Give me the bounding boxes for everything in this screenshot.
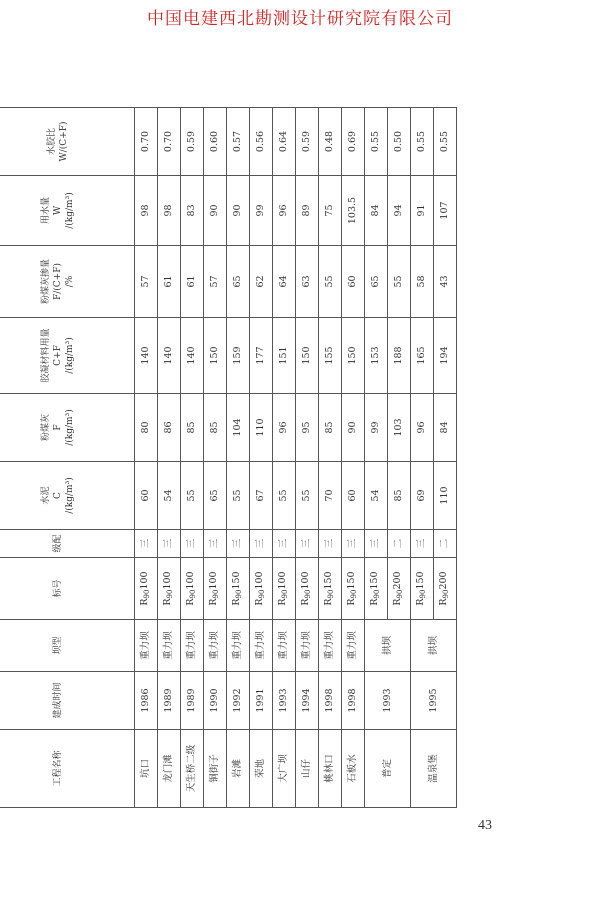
page-number: 43 — [478, 818, 492, 833]
table-cell-c: 55 — [296, 462, 319, 530]
table-row — [342, 108, 365, 808]
table-cell-mix: 二 — [434, 530, 457, 558]
table-cell-mix: 三 — [158, 530, 181, 558]
table-cell-f: 104 — [227, 394, 250, 462]
table-cell-f: 86 — [158, 394, 181, 462]
grade-value: 150 — [369, 571, 380, 590]
table-cell-year: 1992 — [227, 672, 250, 730]
column-header — [0, 558, 135, 620]
table-cell-c: 54 — [365, 462, 388, 530]
grade-value: 150 — [231, 571, 242, 590]
table-cell-name: 桃林口 — [319, 730, 342, 808]
grade-value: 100 — [208, 571, 219, 590]
grade-value: 100 — [277, 571, 288, 590]
table-cell-type: 重力坝 — [204, 620, 227, 672]
table-cell-wb: 0.59 — [296, 108, 319, 176]
table-cell-name: 山仔 — [296, 730, 319, 808]
table-cell-cf: 150 — [296, 318, 319, 394]
table-cell-cf: 150 — [342, 318, 365, 394]
table-row — [411, 108, 434, 808]
table-cell-year: 1990 — [204, 672, 227, 730]
column-header-line: 用水量 — [41, 197, 51, 225]
table-cell-f: 99 — [365, 394, 388, 462]
table-cell-year: 1994 — [296, 672, 319, 730]
table-cell-type: 重力坝 — [319, 620, 342, 672]
column-header-line: /(kg/m³) — [65, 409, 75, 446]
column-header-line: 粉煤灰 — [41, 414, 51, 442]
table-cell-mix: 三 — [365, 530, 388, 558]
table-cell-year: 1998 — [319, 672, 342, 730]
table-cell-name: 荣地 — [250, 730, 273, 808]
table-row — [135, 108, 158, 808]
table-cell-mix: 三 — [319, 530, 342, 558]
rotated-table-frame — [0, 108, 450, 808]
table-row — [158, 108, 181, 808]
column-header — [0, 108, 135, 176]
table-cell-grade: $R_{90}100$ — [273, 558, 296, 620]
table-cell-fr: 55 — [319, 246, 342, 318]
table-cell-wb: 0.59 — [181, 108, 204, 176]
grade-value: 150 — [415, 571, 426, 590]
table-cell-w: 99 — [250, 176, 273, 246]
table-cell-wb: 0.60 — [204, 108, 227, 176]
table-cell-fr: 64 — [273, 246, 296, 318]
table-cell-wb: 0.64 — [273, 108, 296, 176]
table-cell-grade: $R_{90}100$ — [250, 558, 273, 620]
table-cell-name: 天生桥二级 — [181, 730, 204, 808]
table-cell-type: 重力坝 — [273, 620, 296, 672]
table-cell-w: 98 — [158, 176, 181, 246]
table-cell-type: 重力坝 — [135, 620, 158, 672]
table-cell-cf: 151 — [273, 318, 296, 394]
table-cell-type: 重力坝 — [250, 620, 273, 672]
table-cell-grade: $R_{90}100$ — [296, 558, 319, 620]
column-header-line: /(kg/m³) — [65, 477, 75, 514]
table-cell-w: 90 — [227, 176, 250, 246]
table-cell-wb: 0.48 — [319, 108, 342, 176]
table-row — [365, 108, 388, 808]
table-cell-f: 103 — [388, 394, 411, 462]
table-cell-cf: 140 — [135, 318, 158, 394]
table-cell-w: 103.5 — [342, 176, 365, 246]
column-header — [0, 730, 135, 808]
table-cell-f: 85 — [181, 394, 204, 462]
table-cell-fr: 63 — [296, 246, 319, 318]
table-cell-grade: $R_{90}100$ — [204, 558, 227, 620]
table-cell-year: 1993 — [273, 672, 296, 730]
table-cell-f: 95 — [296, 394, 319, 462]
header-row — [0, 108, 135, 808]
table-cell-year: 1991 — [250, 672, 273, 730]
table-cell-year: 1989 — [181, 672, 204, 730]
table-cell-grade: $R_{90}200$ — [388, 558, 411, 620]
column-header-line: 标号 — [53, 579, 63, 598]
grade-value: 100 — [162, 571, 173, 590]
column-header-line: 建成时间 — [53, 682, 63, 719]
table-cell-f: 80 — [135, 394, 158, 462]
table-cell-mix: 三 — [342, 530, 365, 558]
table-row — [227, 108, 250, 808]
table-cell-w: 83 — [181, 176, 204, 246]
column-header-line: 水胶比 — [47, 128, 57, 156]
table-cell-fr: 43 — [434, 246, 457, 318]
table-cell-w: 91 — [411, 176, 434, 246]
column-header-line: 胶凝材料用量 — [41, 328, 51, 383]
column-header-line: W/(C+F) — [59, 121, 69, 162]
table-cell-fr: 61 — [158, 246, 181, 318]
table-cell-grade: $R_{90}100$ — [181, 558, 204, 620]
table-cell-name: 岩滩 — [227, 730, 250, 808]
table-cell-f: 85 — [319, 394, 342, 462]
table-cell-wb: 0.69 — [342, 108, 365, 176]
table-cell-mix: 三 — [250, 530, 273, 558]
table-cell-mix: 三 — [411, 530, 434, 558]
table-cell-w: 98 — [135, 176, 158, 246]
table-cell-mix: 三 — [296, 530, 319, 558]
column-header-line: W — [53, 205, 63, 216]
table-cell-f: 96 — [273, 394, 296, 462]
column-header-line: F/(C+F) — [53, 263, 63, 300]
table-cell-name: 坑口 — [135, 730, 158, 808]
column-header-line: /(kg/m³) — [65, 192, 75, 229]
table-cell-grade: $R_{90}200$ — [434, 558, 457, 620]
grade-value: 100 — [300, 571, 311, 590]
table-cell-grade: $R_{90}150$ — [227, 558, 250, 620]
table-cell-fr: 60 — [342, 246, 365, 318]
column-header-line: 水泥 — [41, 486, 51, 505]
table-cell-c: 70 — [319, 462, 342, 530]
grade-value: 150 — [323, 571, 334, 590]
table-cell-w: 89 — [296, 176, 319, 246]
table-cell-cf: 159 — [227, 318, 250, 394]
column-header — [0, 530, 135, 558]
table-cell-w: 107 — [434, 176, 457, 246]
page-header: 中国电建西北勘测设计研究院有限公司 — [147, 9, 453, 29]
table-cell-mix: 二 — [388, 530, 411, 558]
table-cell-wb: 0.70 — [158, 108, 181, 176]
table-cell-name: 大广坝 — [273, 730, 296, 808]
table-cell-wb: 0.55 — [411, 108, 434, 176]
table-cell-fr: 62 — [250, 246, 273, 318]
table-cell-mix: 三 — [204, 530, 227, 558]
table-cell-fr: 58 — [411, 246, 434, 318]
mix-ratio-table — [0, 107, 457, 808]
table-cell-name: 温泉堡 — [411, 730, 457, 808]
table-cell-cf: 188 — [388, 318, 411, 394]
table-cell-cf: 153 — [365, 318, 388, 394]
table-cell-f: 90 — [342, 394, 365, 462]
table-cell-type: 拱坝 — [411, 620, 457, 672]
table-cell-fr: 57 — [135, 246, 158, 318]
table-cell-wb: 0.57 — [227, 108, 250, 176]
table-cell-c: 67 — [250, 462, 273, 530]
column-header — [0, 246, 135, 318]
table-cell-w: 84 — [365, 176, 388, 246]
table-cell-type: 拱坝 — [365, 620, 411, 672]
table-cell-year: 1995 — [411, 672, 457, 730]
column-header — [0, 672, 135, 730]
table-cell-fr: 65 — [227, 246, 250, 318]
table-cell-type: 重力坝 — [342, 620, 365, 672]
table-cell-c: 69 — [411, 462, 434, 530]
table-cell-type: 重力坝 — [158, 620, 181, 672]
table-cell-w: 75 — [319, 176, 342, 246]
column-header-line: 坝型 — [53, 636, 63, 655]
table-cell-wb: 0.70 — [135, 108, 158, 176]
table-cell-w: 94 — [388, 176, 411, 246]
table-row — [319, 108, 342, 808]
column-header — [0, 318, 135, 394]
table-row — [296, 108, 319, 808]
table-row — [204, 108, 227, 808]
table-cell-name: 石板水 — [342, 730, 365, 808]
table-cell-grade: $R_{90}100$ — [158, 558, 181, 620]
table-cell-cf: 140 — [158, 318, 181, 394]
table-cell-fr: 65 — [365, 246, 388, 318]
table-cell-c: 65 — [204, 462, 227, 530]
column-header-line: /(kg/m³) — [65, 337, 75, 374]
table-row — [181, 108, 204, 808]
table-cell-fr: 61 — [181, 246, 204, 318]
table-cell-type: 重力坝 — [296, 620, 319, 672]
column-header-line: C+F — [53, 345, 63, 366]
table-cell-cf: 177 — [250, 318, 273, 394]
table-cell-c: 55 — [273, 462, 296, 530]
table-cell-wb: 0.55 — [434, 108, 457, 176]
table-cell-cf: 165 — [411, 318, 434, 394]
table-cell-w: 90 — [204, 176, 227, 246]
table-cell-c: 85 — [388, 462, 411, 530]
table-body — [135, 108, 457, 808]
table-cell-wb: 0.50 — [388, 108, 411, 176]
column-header — [0, 176, 135, 246]
column-header — [0, 620, 135, 672]
grade-value: 100 — [254, 571, 265, 590]
table-cell-year: 1998 — [342, 672, 365, 730]
grade-value: 200 — [438, 571, 449, 590]
table-cell-type: 重力坝 — [227, 620, 250, 672]
table-cell-cf: 150 — [204, 318, 227, 394]
table-cell-f: 85 — [204, 394, 227, 462]
table-cell-grade: $R_{90}150$ — [365, 558, 388, 620]
table-cell-fr: 57 — [204, 246, 227, 318]
table-cell-grade: $R_{90}150$ — [319, 558, 342, 620]
table-cell-c: 60 — [342, 462, 365, 530]
table-cell-mix: 三 — [135, 530, 158, 558]
grade-value: 150 — [346, 571, 357, 590]
table-cell-f: 84 — [434, 394, 457, 462]
table-cell-c: 54 — [158, 462, 181, 530]
table-row — [273, 108, 296, 808]
grade-value: 200 — [392, 571, 403, 590]
column-header-line: 工程名称 — [53, 750, 63, 787]
table-cell-grade: $R_{90}150$ — [411, 558, 434, 620]
table-row — [250, 108, 273, 808]
table-cell-cf: 194 — [434, 318, 457, 394]
table-cell-cf: 140 — [181, 318, 204, 394]
column-header-line: 级配 — [53, 534, 63, 553]
column-header-line: C — [53, 492, 63, 499]
table-cell-c: 60 — [135, 462, 158, 530]
table-cell-f: 96 — [411, 394, 434, 462]
table-cell-mix: 三 — [181, 530, 204, 558]
table-cell-type: 重力坝 — [181, 620, 204, 672]
table-cell-c: 55 — [227, 462, 250, 530]
table-cell-name: 铜街子 — [204, 730, 227, 808]
table-cell-fr: 55 — [388, 246, 411, 318]
column-header-line: F — [53, 424, 63, 431]
table-cell-year: 1993 — [365, 672, 411, 730]
table-cell-w: 96 — [273, 176, 296, 246]
table-cell-name: 龙门滩 — [158, 730, 181, 808]
table-cell-mix: 三 — [273, 530, 296, 558]
column-header — [0, 394, 135, 462]
table-cell-mix: 三 — [227, 530, 250, 558]
column-header-line: 粉煤灰掺量 — [41, 259, 51, 305]
column-header-line: /% — [65, 275, 75, 288]
table-cell-year: 1989 — [158, 672, 181, 730]
grade-value: 100 — [185, 571, 196, 590]
grade-value: 100 — [139, 571, 150, 590]
table-cell-wb: 0.55 — [365, 108, 388, 176]
table-cell-name: 普定 — [365, 730, 411, 808]
table-cell-grade: $R_{90}100$ — [135, 558, 158, 620]
table-cell-c: 55 — [181, 462, 204, 530]
table-cell-year: 1986 — [135, 672, 158, 730]
table-cell-wb: 0.56 — [250, 108, 273, 176]
table-cell-f: 110 — [250, 394, 273, 462]
column-header — [0, 462, 135, 530]
table-cell-cf: 155 — [319, 318, 342, 394]
table-cell-grade: $R_{90}150$ — [342, 558, 365, 620]
table-cell-c: 110 — [434, 462, 457, 530]
